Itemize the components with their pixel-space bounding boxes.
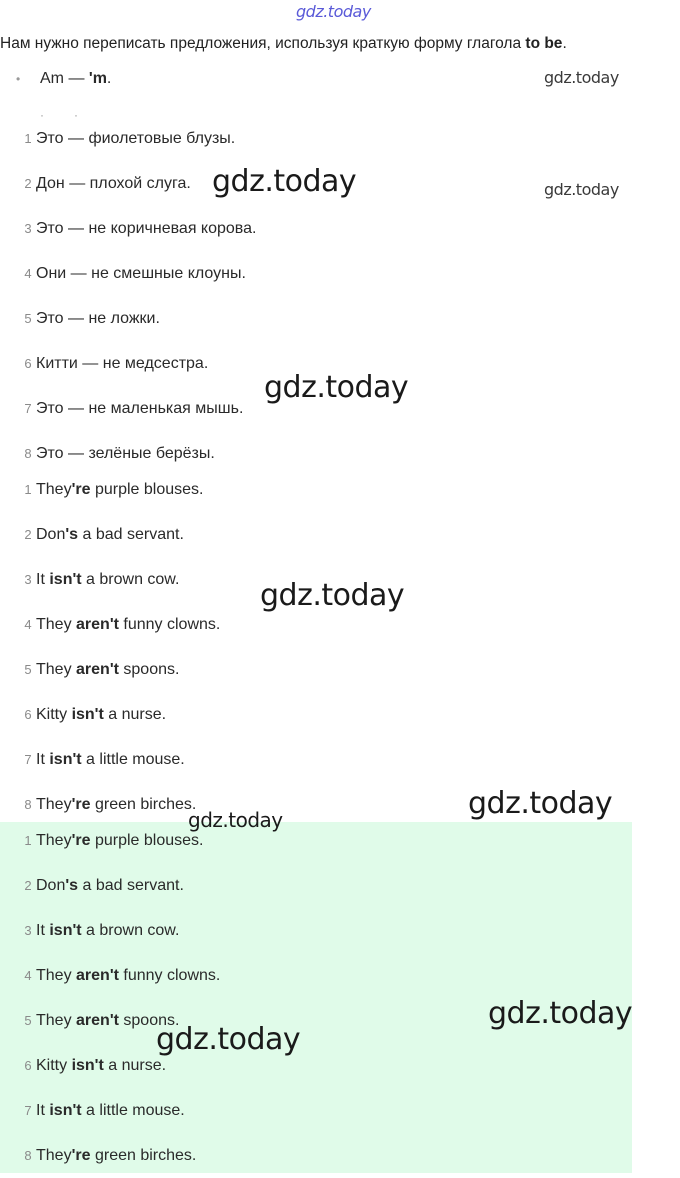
item-rest: a nurse.: [103, 1057, 167, 1074]
item-subject: Don: [36, 877, 66, 894]
item-verb: aren't: [76, 661, 119, 678]
english-list: [0, 467, 220, 827]
item-text: [36, 512, 184, 557]
item-verb: isn't: [71, 706, 104, 723]
intro-bold: to be: [525, 35, 563, 52]
item-text: [36, 818, 203, 863]
list-item: [0, 296, 256, 341]
item-subject: It: [36, 1102, 50, 1119]
divider-dots: ··: [40, 108, 108, 122]
item-number: 3: [24, 572, 32, 587]
item-number: 7: [24, 752, 32, 767]
task-intro: [0, 35, 680, 53]
item-text: Дон — плохой слуга.: [36, 175, 191, 192]
watermark: gdz.today: [156, 1022, 301, 1057]
list-item: [0, 386, 256, 431]
item-rest: a nurse.: [103, 706, 167, 723]
item-number: 3: [24, 221, 32, 236]
list-item: [0, 341, 256, 386]
item-subject: They: [36, 661, 77, 678]
item-text: Они — не смешные клоуны.: [36, 265, 246, 282]
item-rest: funny clowns.: [118, 967, 221, 984]
item-rest: green birches.: [90, 1147, 197, 1164]
item-number: 5: [24, 662, 32, 677]
rule-right: 'm: [88, 70, 107, 87]
item-subject: They: [36, 796, 72, 813]
item-text: [36, 467, 203, 512]
watermark: gdz.today: [264, 370, 409, 405]
item-text: [36, 953, 220, 998]
item-rest: a bad servant.: [78, 877, 184, 894]
list-item: [0, 467, 220, 512]
item-text: Это — не коричневая корова.: [36, 220, 257, 237]
list-item: [0, 116, 256, 161]
item-text: [36, 557, 179, 602]
item-number: 6: [24, 707, 32, 722]
item-subject: They: [36, 481, 72, 498]
bullet-icon: •: [16, 71, 21, 86]
item-verb: isn't: [49, 1102, 82, 1119]
item-number: 4: [24, 266, 32, 281]
list-item: [0, 1133, 220, 1178]
item-number: 2: [24, 176, 32, 191]
item-text: [36, 737, 185, 782]
item-verb: 're: [71, 1147, 91, 1164]
item-verb: aren't: [76, 1012, 119, 1029]
item-verb: 's: [65, 526, 79, 543]
item-text: Китти — не медсестра.: [36, 355, 209, 372]
item-number: 1: [24, 482, 32, 497]
item-verb: isn't: [71, 1057, 104, 1074]
item-subject: It: [36, 571, 50, 588]
item-rest: a brown cow.: [81, 922, 180, 939]
item-number: 2: [24, 527, 32, 542]
item-rest: funny clowns.: [118, 616, 221, 633]
watermark: gdz.today: [488, 996, 633, 1031]
item-verb: isn't: [49, 922, 82, 939]
item-verb: 's: [65, 877, 79, 894]
list-item: [0, 908, 220, 953]
english-list-highlighted: [0, 818, 220, 1178]
list-item: [0, 692, 220, 737]
item-verb: isn't: [49, 751, 82, 768]
item-verb: aren't: [76, 616, 119, 633]
item-number: 6: [24, 1058, 32, 1073]
item-verb: 're: [71, 796, 91, 813]
item-verb: 're: [71, 832, 91, 849]
item-rest: spoons.: [118, 661, 180, 678]
item-subject: Kitty: [36, 1057, 72, 1074]
item-text: [36, 692, 166, 737]
item-text: [36, 1133, 196, 1178]
item-subject: They: [36, 1012, 77, 1029]
item-text: [36, 908, 179, 953]
item-number: 7: [24, 1103, 32, 1118]
item-subject: They: [36, 1147, 72, 1164]
item-number: 7: [24, 401, 32, 416]
item-subject: They: [36, 616, 77, 633]
item-rest: green birches.: [90, 796, 197, 813]
item-verb: 're: [71, 481, 91, 498]
item-text: [36, 647, 179, 692]
item-rest: a little mouse.: [81, 751, 185, 768]
item-rest: purple blouses.: [90, 832, 204, 849]
item-number: 1: [24, 131, 32, 146]
item-number: 4: [24, 968, 32, 983]
item-text: Это — фиолетовые блузы.: [36, 130, 236, 147]
item-number: 2: [24, 878, 32, 893]
list-item: [0, 953, 220, 998]
item-text: [36, 602, 220, 647]
item-number: 4: [24, 617, 32, 632]
site-logo: gdz.today: [296, 2, 371, 21]
item-number: 5: [24, 1013, 32, 1028]
item-text: Это — не маленькая мышь.: [36, 400, 244, 417]
item-verb: isn't: [49, 571, 82, 588]
item-number: 8: [24, 446, 32, 461]
item-rest: spoons.: [118, 1012, 180, 1029]
list-item: [0, 647, 220, 692]
list-item: [0, 251, 256, 296]
item-subject: Kitty: [36, 706, 72, 723]
watermark: gdz.today: [212, 164, 357, 199]
item-subject: It: [36, 922, 50, 939]
item-verb: aren't: [76, 967, 119, 984]
item-number: 5: [24, 311, 32, 326]
item-text: Это — зелёные берёзы.: [36, 445, 215, 462]
intro-end: .: [562, 35, 567, 52]
list-item: [0, 863, 220, 908]
item-number: 8: [24, 1148, 32, 1163]
intro-text: Нам нужно переписать предложения, используя краткую форму глагола: [0, 35, 526, 52]
rule-left: Am —: [40, 70, 89, 87]
watermark: gdz.today: [188, 808, 283, 832]
item-subject: They: [36, 832, 72, 849]
rule-bullet: [16, 70, 111, 88]
list-item: [0, 206, 256, 251]
watermark: gdz.today: [544, 68, 619, 87]
item-number: 1: [24, 833, 32, 848]
item-rest: purple blouses.: [90, 481, 204, 498]
watermark: gdz.today: [260, 578, 405, 613]
item-text: [36, 1088, 185, 1133]
item-rest: a little mouse.: [81, 1102, 185, 1119]
watermark: gdz.today: [468, 786, 613, 821]
item-text: [36, 1043, 166, 1088]
item-subject: They: [36, 967, 77, 984]
item-text: [36, 863, 184, 908]
item-subject: It: [36, 751, 50, 768]
list-item: [0, 512, 220, 557]
item-number: 3: [24, 923, 32, 938]
item-subject: Don: [36, 526, 66, 543]
watermark: gdz.today: [544, 180, 619, 199]
list-item: [0, 1088, 220, 1133]
rule-end: .: [106, 70, 112, 87]
item-rest: a brown cow.: [81, 571, 180, 588]
item-rest: a bad servant.: [78, 526, 184, 543]
list-item: [0, 737, 220, 782]
item-number: 8: [24, 797, 32, 812]
list-item: [0, 602, 220, 647]
item-text: Это — не ложки.: [36, 310, 160, 327]
list-item: [0, 557, 220, 602]
item-number: 6: [24, 356, 32, 371]
